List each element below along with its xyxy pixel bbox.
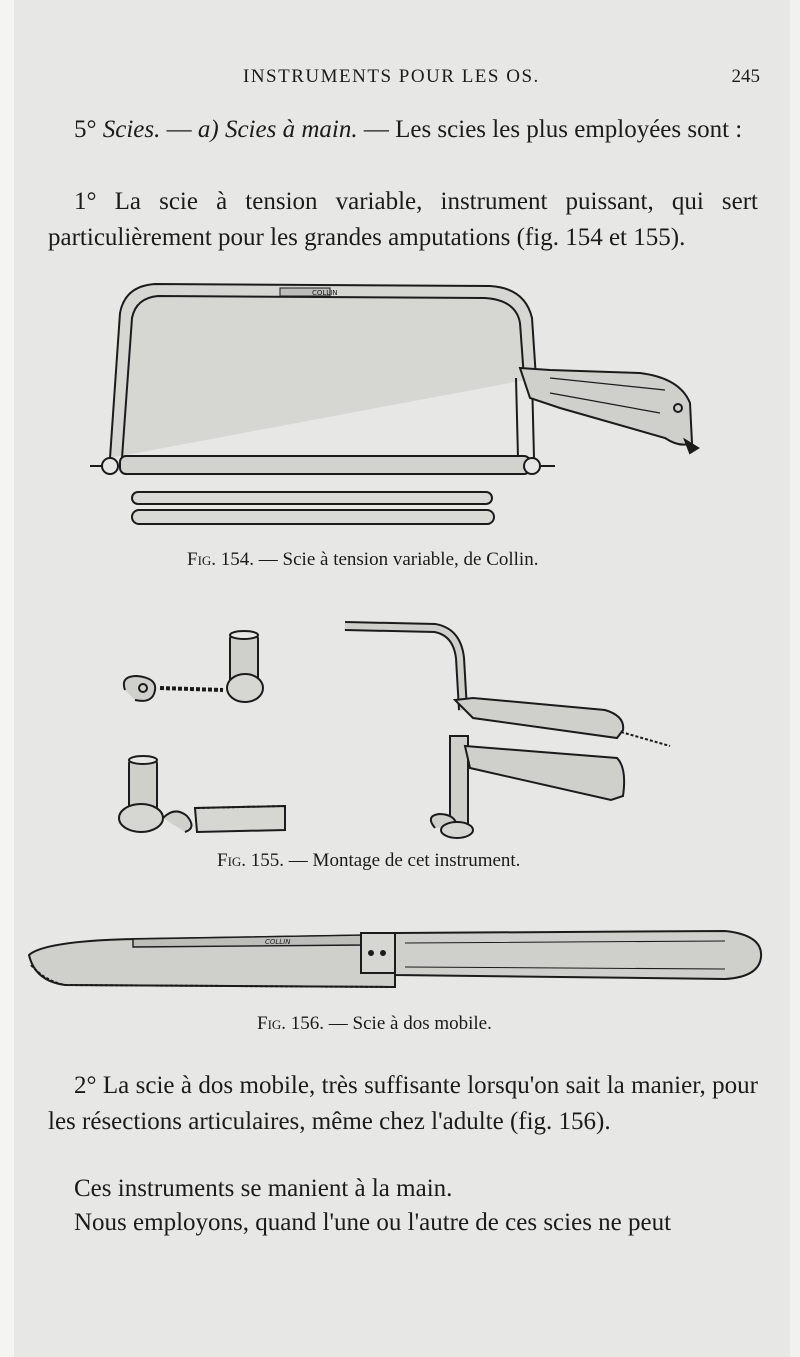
section-dash-1: — [166, 116, 192, 143]
back-saw-illustration [25, 925, 765, 995]
fig154-caption-text: — Scie à tension variable, de Collin. [258, 549, 539, 570]
fig154-engraving: COLLIN [312, 289, 338, 297]
fig154-label: Fig. 154. [187, 549, 255, 570]
figure-156 [25, 925, 765, 995]
figure-155 [105, 618, 685, 846]
item-2-number: 2° [74, 1072, 97, 1099]
item-1-text: La scie à tension variable, instrument puissant, qui sert particulièrement pour les grandes amputations (fig. 154 et 155). [48, 188, 759, 251]
fig156-caption-text: — Scie à dos mobile. [328, 1013, 492, 1034]
fig155-caption [217, 850, 520, 872]
section-title: Scies. [102, 116, 161, 143]
page-number: 245 [731, 66, 760, 87]
item-1-number: 1° [74, 188, 97, 215]
fig155-caption-text: — Montage de cet instrument. [288, 850, 521, 871]
mounting-illustration [105, 618, 685, 846]
figure-154 [80, 278, 710, 533]
fig154-caption [187, 549, 538, 571]
section-intro [48, 112, 758, 148]
running-title: INSTRUMENTS POUR LES OS. [243, 66, 540, 87]
section-number: 5° [74, 116, 97, 143]
section-dash-2: — [363, 116, 389, 143]
fig156-engraving: COLLIN [265, 938, 291, 946]
fig156-caption [257, 1013, 492, 1035]
item-2-text: La scie à dos mobile, très suffisante lorsqu'on sait la manier, pour les résections articulaires, même chez l'adulte (fig. 156). [48, 1072, 758, 1135]
section-intro-text: Les scies les plus employées sont : [395, 116, 743, 143]
running-head [48, 66, 760, 96]
fig156-label: Fig. 156. [257, 1013, 325, 1034]
bow-saw-illustration [80, 278, 710, 533]
fig155-label: Fig. 155. [217, 850, 285, 871]
paragraph-4: Nous employons, quand l'une ou l'autre de ces scies ne peut [74, 1209, 672, 1236]
item-2-paragraph [48, 1068, 758, 1140]
section-subtitle: a) Scies à main. [197, 116, 358, 143]
item-1-paragraph [48, 184, 758, 256]
paragraph-3: Ces instruments se manient à la main. [74, 1175, 453, 1202]
